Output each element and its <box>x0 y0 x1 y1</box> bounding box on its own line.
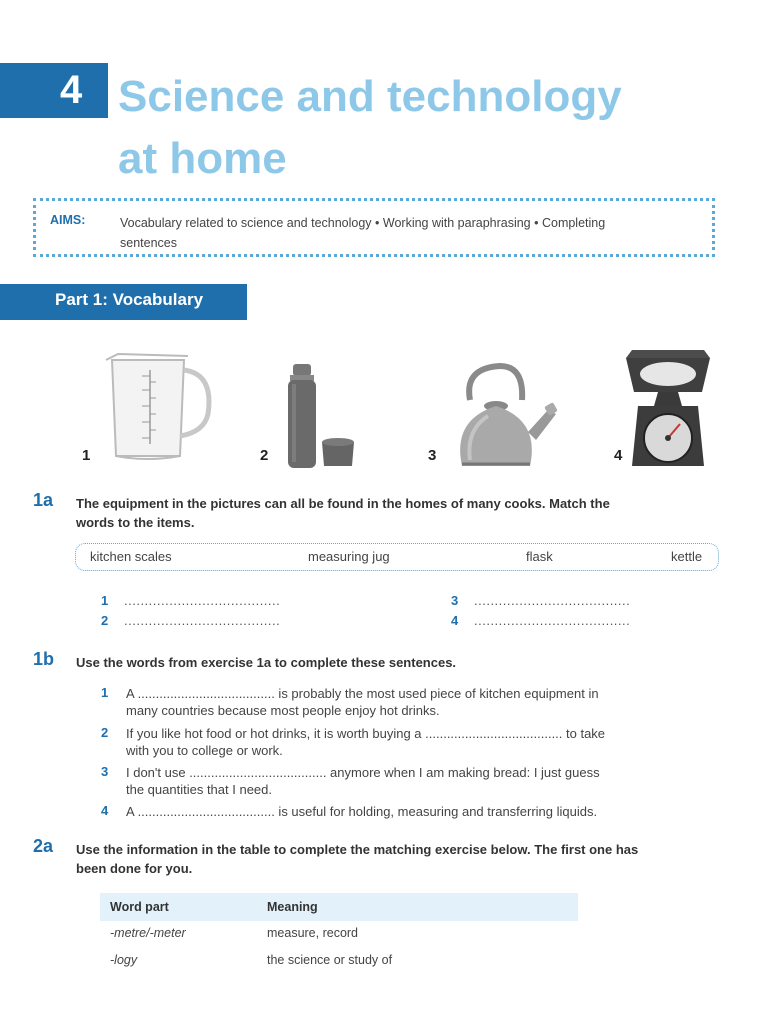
table-cell-meaning: the science or study of <box>267 953 393 967</box>
exercise-1a-number: 1a <box>33 490 54 510</box>
exercise-1a-instruction-line2: words to the items. <box>76 515 195 530</box>
answer-blank-1[interactable]: ...................................... <box>124 593 281 608</box>
word-option: kitchen scales <box>90 549 172 564</box>
sentence-2-line1: If you like hot food or hot drinks, it is worth buying a ...................................... to take <box>126 726 606 741</box>
aims-box <box>33 198 715 257</box>
exercise-2a-number: 2a <box>33 836 54 856</box>
answer-blank-4[interactable]: ...................................... <box>474 613 631 628</box>
unit-number-box <box>0 63 108 118</box>
table-header-meaning: Meaning <box>267 900 318 914</box>
sentence-3 <box>126 764 726 798</box>
picture-number-4: 4 <box>614 447 623 464</box>
word-box <box>75 543 719 571</box>
unit-title-line1: Science and technology <box>118 72 622 121</box>
table-header-row <box>100 893 578 921</box>
sentence-number-2: 2 <box>101 725 109 740</box>
measuring-jug-icon <box>92 352 217 469</box>
unit-number: 4 <box>60 68 83 112</box>
answer-blank-2[interactable]: ...................................... <box>124 613 281 628</box>
exercise-2a-instruction-line2: been done for you. <box>76 861 193 876</box>
sentence-2-line2: with you to college or work. <box>126 743 283 758</box>
table-cell-word-part: -metre/-meter <box>110 926 186 940</box>
sentence-number-3: 3 <box>101 764 109 779</box>
unit-title-line2: at home <box>118 134 287 183</box>
sentence-number-4: 4 <box>101 803 109 818</box>
picture-number-2: 2 <box>260 447 269 464</box>
aims-text <box>120 213 690 253</box>
exercise-1b-instruction: Use the words from exercise 1a to complete these sentences. <box>76 655 457 670</box>
table-cell-meaning: measure, record <box>267 926 359 940</box>
exercise-1a-instruction <box>76 494 726 532</box>
sentence-4-line1: A ...................................... is useful for holding, measuring and transferring liquids. <box>126 804 598 819</box>
sentence-1-line1: A ...................................... is probably the most used piece of kitchen equipment in <box>126 686 599 701</box>
sentence-3-line1: I don't use ...................................... anymore when I am making bread: I just guess <box>126 765 600 780</box>
exercise-1b-number: 1b <box>33 649 55 669</box>
flask-icon <box>282 360 362 475</box>
sentence-1 <box>126 685 726 719</box>
exercise-1a-instruction-line1: The equipment in the pictures can all be found in the homes of many cooks. Match the <box>76 496 610 511</box>
unit-title <box>118 66 758 190</box>
answer-number-3: 3 <box>451 593 459 608</box>
part-title: Part 1: Vocabulary <box>55 290 204 309</box>
aims-text-line1: Vocabulary related to science and technology • Working with paraphrasing • Completing <box>120 216 606 230</box>
table-cell-word-part: -logy <box>110 953 138 967</box>
word-option: kettle <box>671 549 703 564</box>
kettle-icon <box>448 360 563 473</box>
answer-number-2: 2 <box>101 613 109 628</box>
answer-blank-3[interactable]: ...................................... <box>474 593 631 608</box>
picture-number-1: 1 <box>82 447 91 464</box>
picture-number-3: 3 <box>428 447 437 464</box>
answer-number-4: 4 <box>451 613 459 628</box>
table-header-word-part: Word part <box>110 900 169 914</box>
aims-text-line2: sentences <box>120 236 177 250</box>
sentence-1-line2: many countries because most people enjoy hot drinks. <box>126 703 440 718</box>
sentence-number-1: 1 <box>101 685 109 700</box>
kitchen-scales-icon <box>624 346 714 473</box>
word-option: flask <box>526 549 553 564</box>
sentence-2 <box>126 725 726 759</box>
word-option: measuring jug <box>308 549 390 564</box>
sentence-3-line2: the quantities that I need. <box>126 782 272 797</box>
answer-number-1: 1 <box>101 593 109 608</box>
exercise-2a-instruction <box>76 840 726 878</box>
sentence-4 <box>126 803 726 820</box>
exercise-2a-instruction-line1: Use the information in the table to complete the matching exercise below. The first one has <box>76 842 639 857</box>
aims-label: AIMS: <box>50 213 86 227</box>
